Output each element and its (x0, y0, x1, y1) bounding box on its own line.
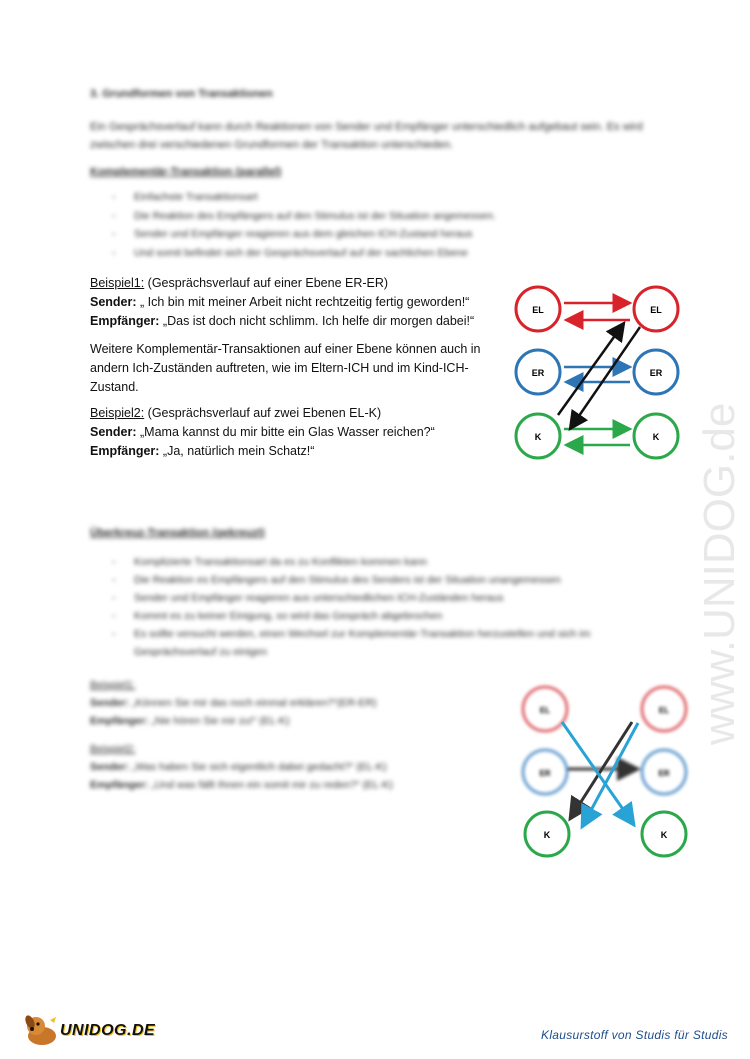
empfaenger-label: Empfänger: (90, 715, 149, 727)
beispiel2-desc: (Gesprächsverlauf auf zwei Ebenen EL-K) (144, 406, 382, 420)
ueberkreuz-beispiel1-sender: „Können Sie mir das noch einmal erklären?“(ER-ER) (129, 697, 377, 709)
list-item: - Sender und Empfänger reagieren aus dem gleichen ICH-Zustand heraus (112, 225, 582, 244)
ueberkreuz-beispiel2 (90, 740, 510, 794)
ueberkreuz-diagram (510, 677, 700, 867)
el-label-left: EL (539, 706, 551, 715)
k-label-right: K (660, 830, 668, 840)
er-label-right: ER (658, 769, 670, 778)
weitere-paragraph: Weitere Komplementär-Transaktionen auf einer Ebene können auch in andern Ich-Zuständen auftreten, wie im Eltern-ICH und im Kind-ICH-Zustand. (90, 342, 481, 394)
k-label-left: K (543, 830, 551, 840)
sender-label: Sender: (90, 425, 137, 439)
beispiel1-block (90, 274, 510, 331)
cross-arrow-up (558, 323, 624, 415)
ueberkreuz-bullets (112, 553, 652, 661)
er-label-right: ER (649, 368, 663, 378)
beispiel2-block (90, 404, 490, 461)
list-item: - Kommt es zu keiner Einigung, so wird das Gespräch abgebrochen (112, 607, 652, 625)
ueberkreuz-beispiel2-empfaenger: „Und was fällt Ihnen ein somit mir zu reden?“ (EL-K) (148, 779, 393, 791)
watermark (690, 255, 750, 755)
komplementaer-bullets (112, 188, 582, 262)
intro-paragraph: Ein Gesprächsverlauf kann durch Reaktionen von Sender und Empfänger unterschiedlich aufgebaut sein. Es wird zwischen drei verschiedenen Grundformen der Transaktion unterschieden. (90, 121, 643, 151)
ueberkreuz-beispiel2-sender: „Was haben Sie sich eigentlich dabei gedacht?“ (EL-K) (129, 761, 387, 773)
list-item: - Einfachste Transaktionsart (112, 188, 582, 207)
list-item: - Die Reaktion des Empfängers auf den Stimulus ist der Situation angemessen. (112, 207, 582, 226)
cross-arrow-down (570, 327, 640, 429)
empfaenger-label: Empfänger: (90, 314, 160, 328)
empfaenger-label: Empfänger: (90, 444, 160, 458)
beispiel2-label: Beispiel2: (90, 743, 136, 755)
ueberkreuz-diagram-blurred-part (523, 687, 686, 794)
sender-label: Sender: (90, 697, 130, 709)
beispiel1-desc: (Gesprächsverlauf auf einer Ebene ER-ER) (144, 276, 389, 290)
er-label-left: ER (539, 769, 551, 778)
el-label-right: EL (650, 305, 662, 315)
list-item: - Und somit befindet sich der Gesprächsverlauf auf der sachlichen Ebene (112, 244, 582, 263)
el-label-right: EL (658, 706, 670, 715)
sender-label: Sender: (90, 295, 137, 309)
beispiel2-empfaenger: „Ja, natürlich mein Schatz!“ (159, 444, 315, 458)
list-item: - Komplizierte Transaktionsart da es zu Konflikten kommen kann (112, 553, 652, 571)
k-label-left: K (534, 432, 542, 442)
watermark-text: www.UNIDOG.de (695, 402, 744, 745)
sender-label: Sender: (90, 761, 130, 773)
cross-arrow-cyan-left (582, 723, 638, 827)
ueberkreuz-title: Überkreuz-Transaktion (gekreuzt) (90, 527, 265, 539)
ueberkreuz-beispiel1 (90, 676, 510, 730)
empfaenger-label: Empfänger: (90, 779, 149, 791)
list-item: - Die Reaktion es Empfängers auf den Stimulus des Senders ist der Situation unangemessen (112, 571, 652, 589)
section-heading: 3. Grundformen von Transaktionen (90, 88, 273, 100)
list-item: - Sender und Empfänger reagieren aus unterschiedlichen ICH-Zuständen heraus (112, 589, 652, 607)
ueberkreuz-beispiel1-empfaenger: „Nie hören Sie mir zu!“ (EL-K) (148, 715, 290, 727)
beispiel2-label: Beispiel2: (90, 406, 145, 420)
komplementaer-title: Komplementär-Transaktion (parallel) (90, 166, 282, 178)
beispiel1-label: Beispiel1: (90, 276, 145, 290)
dog-logo-icon (22, 1012, 62, 1048)
beispiel1-sender: „ Ich bin mit meiner Arbeit nicht rechtzeitig fertig geworden!“ (136, 295, 470, 309)
beispiel2-sender: „Mama kannst du mir bitte ein Glas Wasser reichen?“ (136, 425, 435, 439)
el-label-left: EL (532, 305, 544, 315)
footer-tagline: Klausurstoff von Studis für Studis (541, 1028, 728, 1042)
list-item: - Es sollte versucht werden, einen Wechsel zur Komplementär-Transaktion herzustellen und sich im Gesprächsverlauf zu einigen (112, 625, 652, 661)
komplementaer-diagram (500, 275, 700, 470)
footer-logo-text: UNIDOG.DE (60, 1022, 156, 1039)
er-label-left: ER (531, 368, 545, 378)
beispiel1-empfaenger: „Das ist doch nicht schlimm. Ich helfe dir morgen dabei!“ (159, 314, 475, 328)
beispiel1-label: Beispiel1: (90, 679, 136, 691)
k-label-right: K (652, 432, 660, 442)
